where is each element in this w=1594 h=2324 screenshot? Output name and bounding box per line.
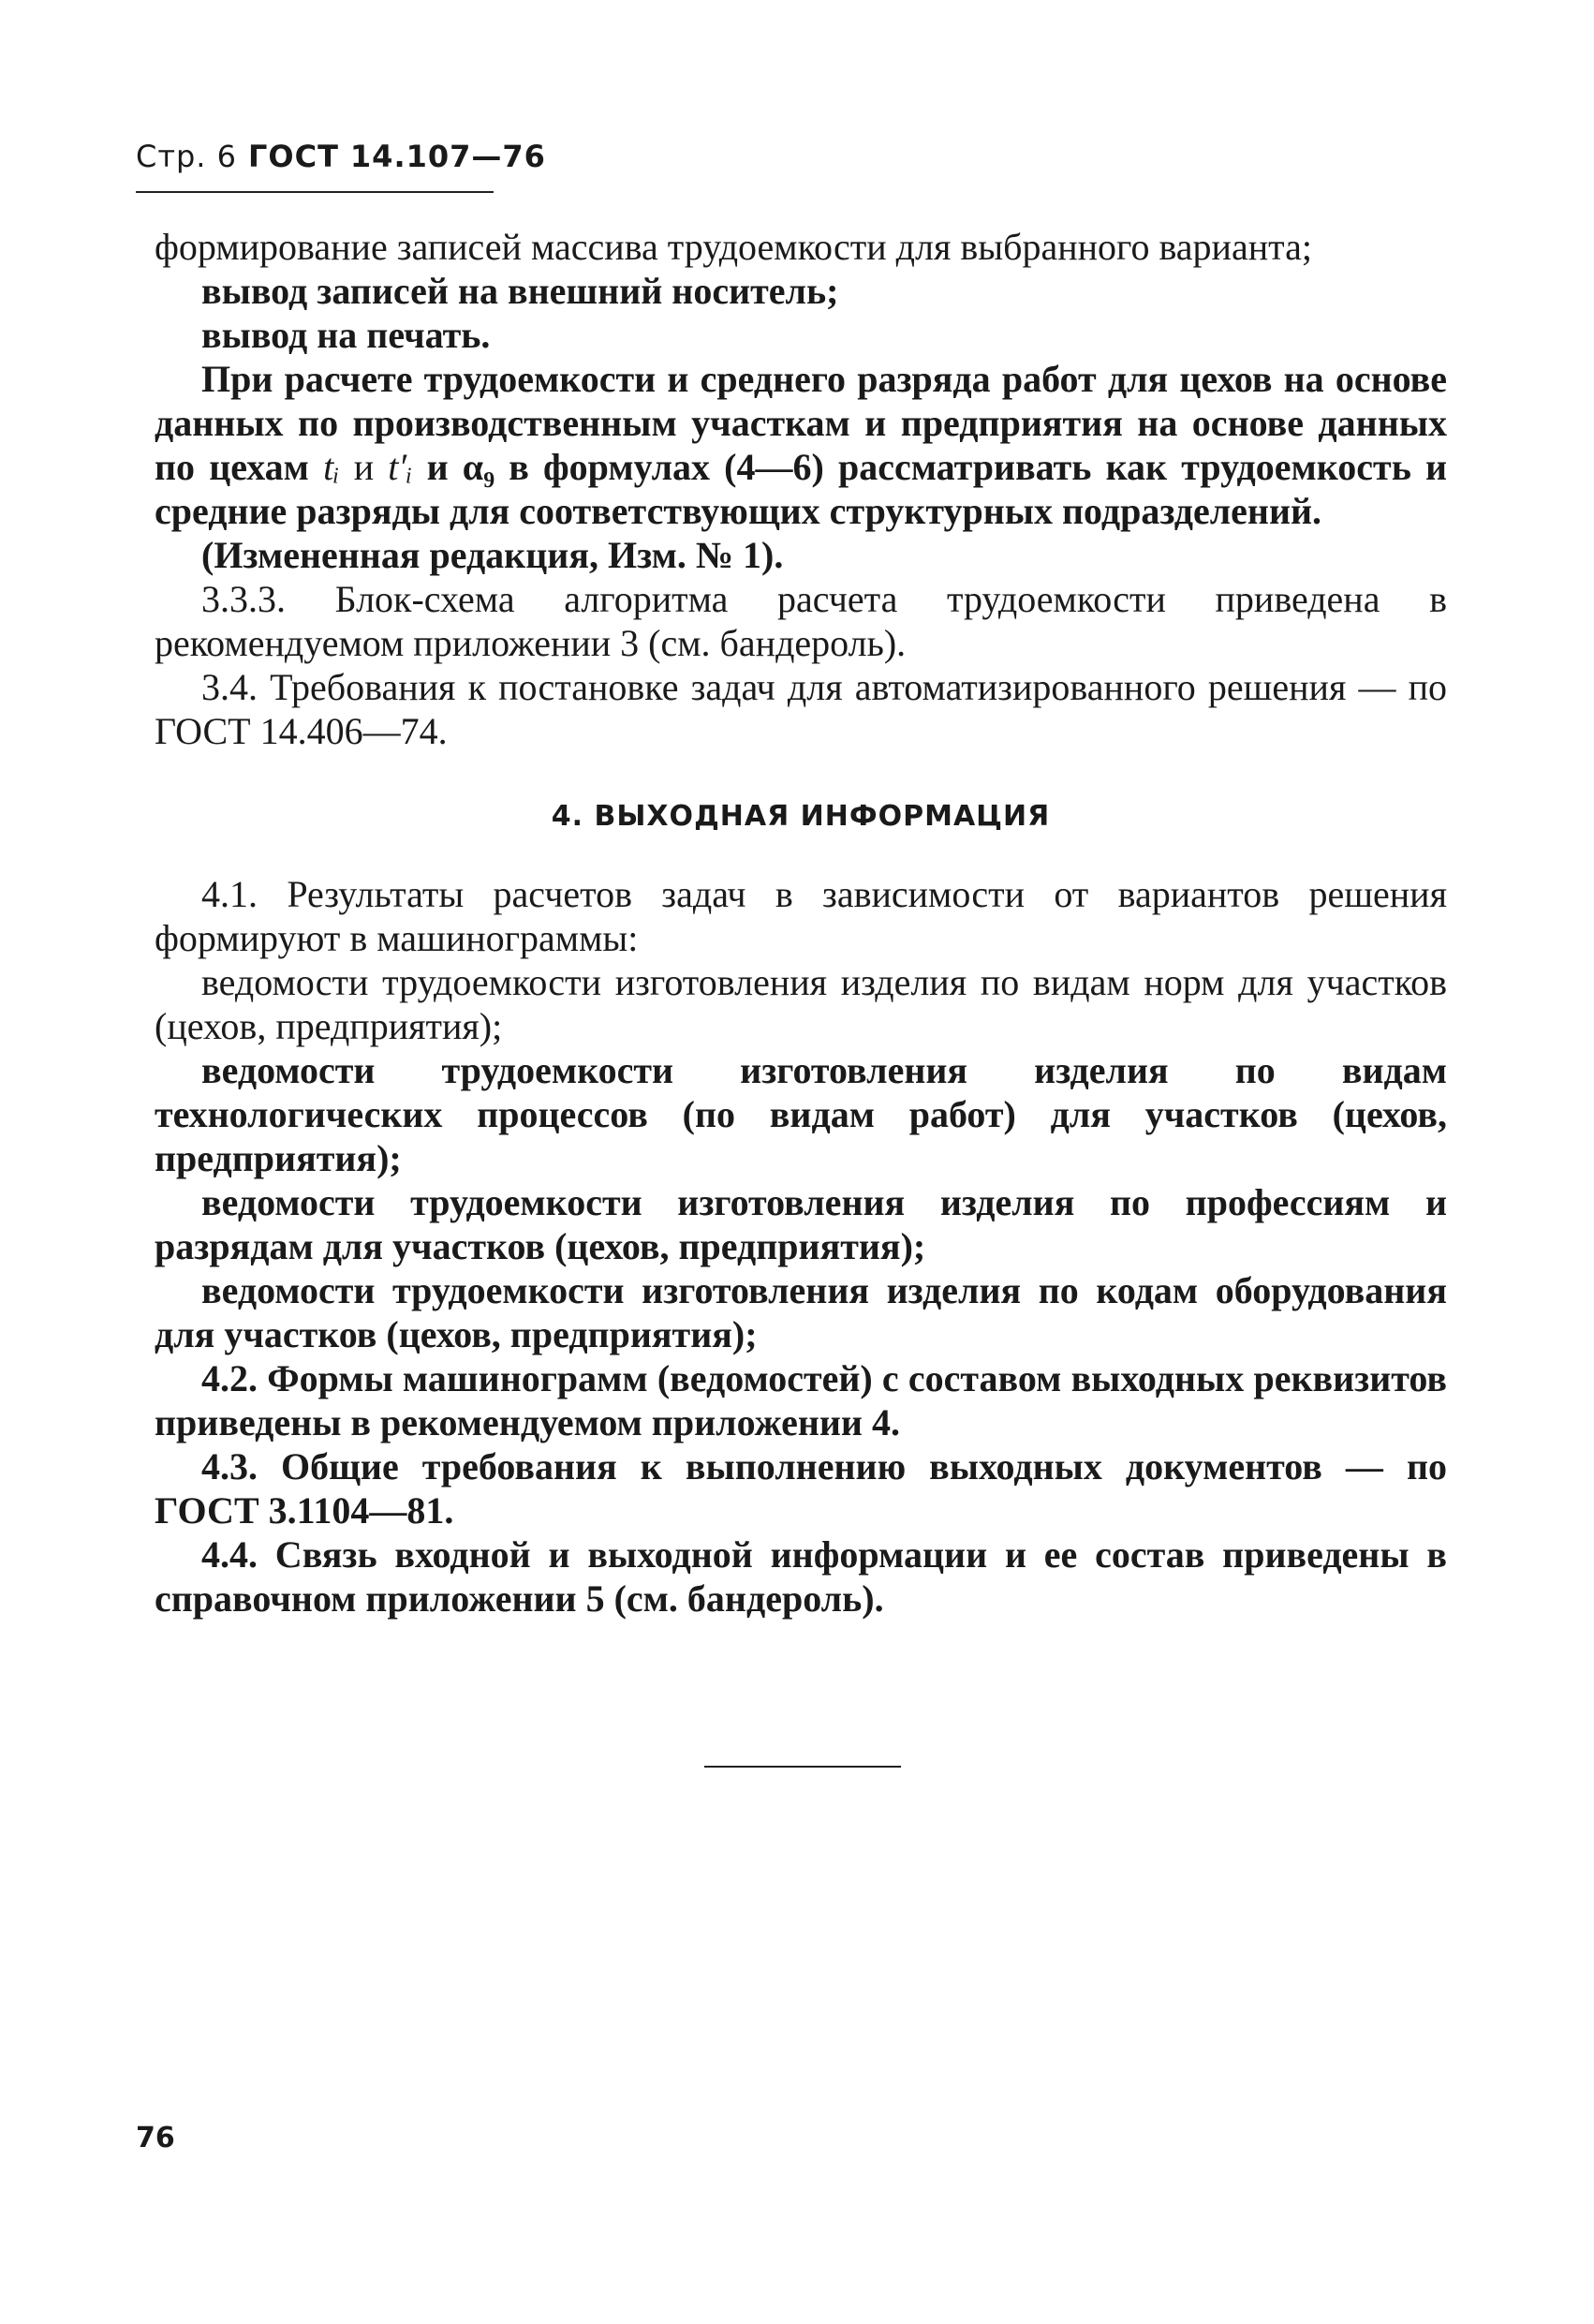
- header-rule: [136, 191, 494, 193]
- page-label: Стр. 6: [136, 139, 237, 174]
- list-item: ведомости трудоемкости изготовления изделия по видам технологических процессов (по видам работ) для участков (цехов, предприятия);: [155, 1049, 1447, 1179]
- page-number: 76: [136, 2122, 175, 2154]
- page-header: [136, 139, 546, 174]
- conjunction: и: [353, 446, 375, 488]
- paragraph: вывод записей на внешний носитель;: [201, 270, 839, 312]
- paragraph: 4.2. Формы машинограмм (ведомостей) с составом выходных реквизитов приведены в рекомендуемом приложении 4.: [155, 1357, 1447, 1443]
- body-text: [155, 225, 1447, 1621]
- paragraph-part: и α₉ в формулах (4—6) рассматривать как трудоемкость и средние разряды для соответствующих структурных подразделений.: [155, 446, 1448, 532]
- paragraph: 3.3.3. Блок-схема алгоритма расчета трудоемкости приведена в рекомендуемом приложении 3 (см. бандероль).: [155, 578, 1447, 664]
- end-rule: [704, 1766, 901, 1768]
- paragraph: формирование записей массива трудоемкости для выбранного варианта;: [155, 226, 1312, 268]
- paragraph: 4.1. Результаты расчетов задач в зависимости от вариантов решения формируют в машинограммы:: [155, 873, 1447, 959]
- list-item: ведомости трудоемкости изготовления изделия по кодам оборудования для участков (цехов, предприятия);: [155, 1269, 1447, 1355]
- paragraph: 4.4. Связь входной и выходной информации и ее состав приведены в справочном приложении 5 (см. бандероль).: [155, 1533, 1447, 1620]
- paragraph: вывод на печать.: [201, 314, 491, 356]
- paragraph-formula-ref: [155, 357, 1447, 533]
- paragraph: 4.3. Общие требования к выполнению выходных документов — по ГОСТ 3.1104—81.: [155, 1445, 1447, 1532]
- list-item: ведомости трудоемкости изготовления изделия по профессиям и разрядам для участков (цехов, предприятия);: [155, 1181, 1447, 1267]
- paragraph: 3.4. Требования к постановке задач для автоматизированного решения — по ГОСТ 14.406—74.: [155, 666, 1447, 752]
- symbol-t: tᵢ: [323, 446, 340, 488]
- amendment-note: (Измененная редакция, Изм. № 1).: [201, 534, 784, 576]
- gost-label: ГОСТ: [248, 139, 339, 174]
- gost-number: 14.107—76: [349, 139, 546, 174]
- paragraph-part: При расчете трудоемкости и среднего разряда работ для цехов на основе данных по производственным участкам и предприятия на основе данных по цехам: [155, 358, 1447, 488]
- section-title: 4. ВЫХОДНАЯ ИНФОРМАЦИЯ: [551, 800, 1051, 833]
- symbol-t-prime: t′ᵢ: [388, 446, 413, 488]
- list-item: ведомости трудоемкости изготовления изделия по видам норм для участков (цехов, предприятия);: [155, 961, 1447, 1047]
